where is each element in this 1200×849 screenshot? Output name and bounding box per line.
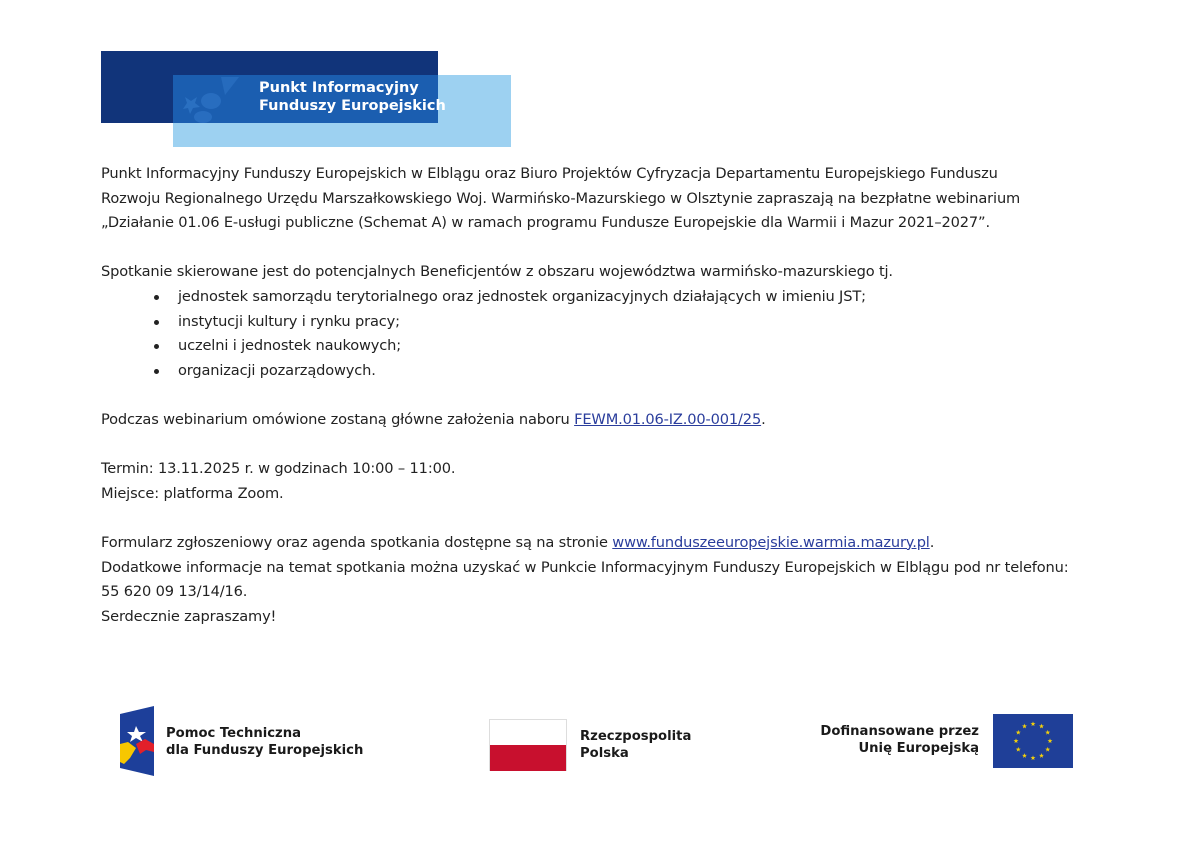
intro-line-3: „Działanie 01.06 E-usługi publiczne (Schemat A) w ramach programu Fundusze Europejskie dla Warmii i Mazur 2021–2027”. bbox=[101, 214, 990, 232]
fe-logo bbox=[118, 706, 364, 778]
form-paragraph bbox=[101, 531, 1101, 556]
list-item bbox=[101, 285, 1101, 310]
list-item-text: organizacji pozarządowych. bbox=[178, 361, 376, 379]
logo-text bbox=[259, 79, 446, 115]
webinar-paragraph bbox=[101, 408, 1101, 433]
rp-line-1: Rzeczpospolita bbox=[580, 729, 692, 744]
stars-icon bbox=[173, 75, 243, 123]
bullet-icon bbox=[154, 295, 159, 300]
list-item bbox=[101, 334, 1101, 359]
fe-line-1: Pomoc Techniczna bbox=[166, 726, 302, 741]
intro-line-1: Punkt Informacyjny Funduszy Europejskich w Elblągu oraz Biuro Projektów Cyfryzacja Departamentu Europejskiego Funduszu bbox=[101, 165, 998, 182]
termin: Termin: 13.11.2025 r. w godzinach 10:00 – 11:00. bbox=[101, 460, 456, 478]
miejsce: Miejsce: platforma Zoom. bbox=[101, 484, 284, 502]
punkt-informacyjny-logo bbox=[101, 51, 511, 147]
eu-logo bbox=[820, 714, 1075, 770]
closing: Serdecznie zapraszamy! bbox=[101, 607, 277, 625]
intro-line-2: Rozwoju Regionalnego Urzędu Marszałkowskiego Woj. Warmińsko-Mazurskiego w Olsztynie zapraszają na bezpłatne webinarium bbox=[101, 189, 1021, 207]
period: . bbox=[761, 410, 766, 428]
bullet-icon bbox=[154, 344, 159, 349]
list-item bbox=[101, 359, 1101, 384]
list-item bbox=[101, 310, 1101, 335]
document-body bbox=[101, 162, 1101, 629]
eu-line-2: Unię Europejską bbox=[858, 741, 979, 756]
logo-line-2: Funduszy Europejskich bbox=[259, 98, 446, 114]
list-item-text: instytucji kultury i rynku pracy; bbox=[178, 312, 400, 330]
eu-line-1: Dofinansowane przez bbox=[820, 724, 979, 739]
form-text: Formularz zgłoszeniowy oraz agenda spotkania dostępne są na stronie bbox=[101, 533, 613, 551]
list-item-text: jednostek samorządu terytorialnego oraz jednostek organizacyjnych działających w imieniu JST; bbox=[178, 287, 866, 305]
fe-flag-icon bbox=[118, 706, 156, 776]
rp-logo bbox=[489, 719, 692, 773]
webinar-text: Podczas webinarium omówione zostaną główne założenia naboru bbox=[101, 410, 575, 428]
bullet-icon bbox=[154, 320, 159, 325]
rp-line-2: Polska bbox=[580, 746, 629, 761]
audience-intro: Spotkanie skierowane jest do potencjalnych Beneficjentów z obszaru województwa warmińsko-mazurskiego tj. bbox=[101, 263, 893, 281]
phone-number: 55 620 09 13/14/16. bbox=[101, 583, 248, 601]
call-number-link[interactable]: FEWM.01.06-IZ.00-001/25 bbox=[574, 410, 762, 428]
list-item-text: uczelni i jednostek naukowych; bbox=[178, 337, 402, 355]
polish-flag-icon bbox=[489, 719, 567, 771]
bullet-icon bbox=[154, 369, 159, 374]
website-link[interactable]: www.funduszeeuropejskie.warmia.mazury.pl bbox=[612, 533, 930, 551]
eu-flag-icon bbox=[993, 714, 1073, 768]
info-line: Dodatkowe informacje na temat spotkania można uzyskać w Punkcie Informacyjnym Funduszy Europejskich w Elblągu pod nr telefonu: bbox=[101, 558, 1069, 576]
logo-line-1: Punkt Informacyjny bbox=[259, 80, 419, 96]
audience-list bbox=[101, 285, 1101, 383]
period: . bbox=[929, 533, 935, 551]
fe-line-2: dla Funduszy Europejskich bbox=[166, 743, 364, 758]
